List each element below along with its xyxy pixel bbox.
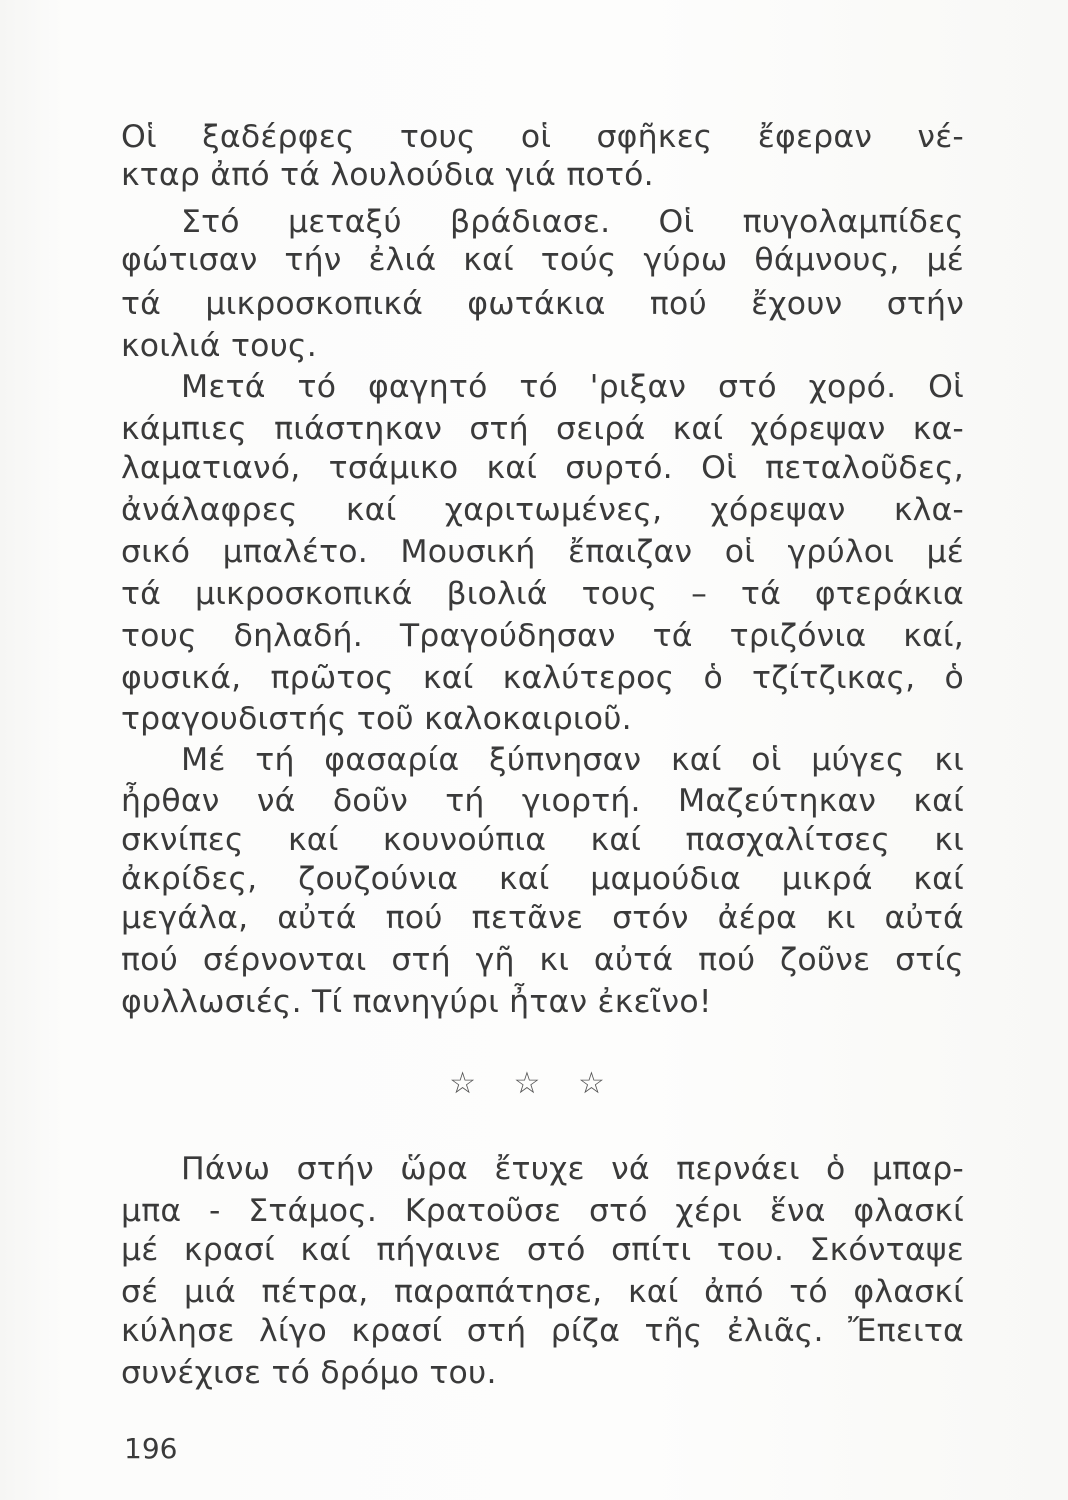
text-line: κύλησε λίγο κρασί στή ρίζα τῆς ἐλιᾶς. Ἔπειτα (121, 1313, 964, 1349)
text-line: Πάνω στήν ὥρα ἔτυχε νά περνάει ὁ μπαρ- (181, 1151, 964, 1187)
text-line: φώτισαν τήν ἐλιά καί τούς γύρω θάμνους, μέ (121, 242, 964, 278)
text-line: συνέχισε τό δρόμο του. (121, 1355, 497, 1391)
text-line: φυλλωσιές. Τί πανηγύρι ἦταν ἐκεῖνο! (121, 984, 712, 1020)
text-line: τά μικροσκοπικά φωτάκια πού ἔχουν στήν (121, 286, 964, 322)
text-line: μέ κρασί καί πήγαινε στό σπίτι του. Σκόνταψε (121, 1232, 964, 1268)
text-line: ἀκρίδες, ζουζούνια καί μαμούδια μικρά καί (121, 861, 964, 897)
text-line: κάμπιες πιάστηκαν στή σειρά καί χόρεψαν κα- (121, 411, 964, 447)
text-line: τά μικροσκοπικά βιολιά τους – τά φτεράκια (121, 576, 964, 612)
page-number: 196 (124, 1432, 178, 1465)
text-line: Οἱ ξαδέρφες τους οἱ σφῆκες ἔφεραν νέ- (121, 119, 964, 155)
text-line: ἀνάλαφρες καί χαριτωμένες, χόρεψαν κλα- (121, 492, 964, 528)
text-line: πού σέρνονται στή γῆ κι αὐτά πού ζοῦνε στίς (121, 942, 964, 978)
text-line: τους δηλαδή. Τραγούδησαν τά τριζόνια καί, (121, 618, 964, 654)
text-line: σκνίπες καί κουνούπια καί πασχαλίτσες κι (121, 822, 964, 858)
text-line: Στό μεταξύ βράδιασε. Οἱ πυγολαμπίδες (181, 204, 964, 240)
text-line: ἦρθαν νά δοῦν τή γιορτή. Μαζεύτηκαν καί (121, 783, 964, 819)
text-line: κοιλιά τους. (121, 328, 317, 364)
text-line: κταρ ἀπό τά λουλούδια γιά ποτό. (121, 157, 654, 193)
text-line: τραγουδιστής τοῦ καλοκαιριοῦ. (121, 701, 632, 737)
text-line: σικό μπαλέτο. Μουσική ἔπαιζαν οἱ γρύλοι μέ (121, 534, 964, 570)
text-line: φυσικά, πρῶτος καί καλύτερος ὁ τζίτζικας, ὁ (121, 660, 964, 696)
text-line: λαματιανό, τσάμικο καί συρτό. Οἱ πεταλοῦδες, (121, 450, 964, 486)
text-line: σέ μιά πέτρα, παραπάτησε, καί ἀπό τό φλασκί (121, 1274, 964, 1310)
section-separator: ☆ ☆ ☆ (449, 1066, 619, 1101)
text-line: Μέ τή φασαρία ξύπνησαν καί οἱ μύγες κι (181, 742, 964, 778)
text-line: μπα - Στάμος. Κρατοῦσε στό χέρι ἕνα φλασκί (121, 1193, 964, 1229)
text-line: μεγάλα, αὐτά πού πετᾶνε στόν ἀέρα κι αὐτά (121, 900, 964, 936)
text-line: Μετά τό φαγητό τό 'ριξαν στό χορό. Οἱ (181, 369, 964, 405)
